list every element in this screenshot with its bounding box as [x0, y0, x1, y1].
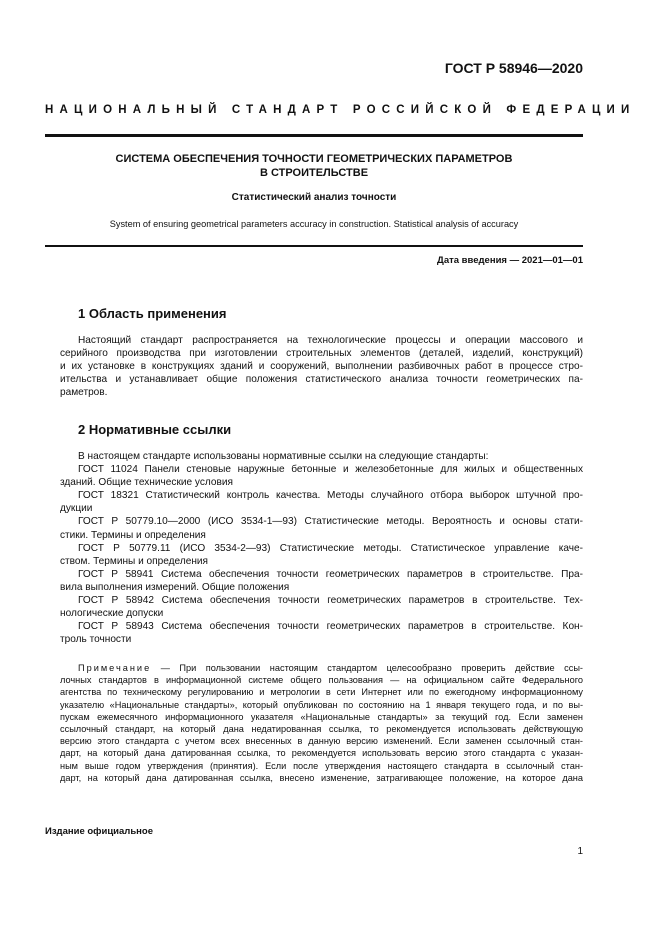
section-1-heading: 1 Область применения	[78, 306, 227, 321]
section-2-references	[60, 450, 583, 646]
note-label: Примечание	[78, 663, 152, 673]
document-title	[45, 152, 583, 180]
note-line: дарт, на который дана датированная ссылка, внесено изменение, затрагивающее положение, на которое дана	[60, 772, 583, 783]
note-line: пускам ежемесячного информационного указателя «Национальные стандарты» за текущий год. Если заменен	[60, 711, 583, 722]
reference-gost-r-58941-cont: вила выполнения измерений. Общие положения	[60, 581, 290, 593]
paragraph-line: раметров.	[60, 387, 108, 399]
reference-gost-r-50779-11-cont: ством. Термины и определения	[60, 555, 208, 567]
top-rule	[45, 134, 583, 137]
reference-gost-r-58943: ГОСТ Р 58943 Система обеспечения точности геометрических параметров в строительстве. Кон-	[78, 621, 583, 633]
reference-gost-18321-cont: дукции	[60, 503, 93, 515]
reference-gost-r-58941: ГОСТ Р 58941 Система обеспечения точности геометрических параметров в строительстве. Пра-	[78, 568, 583, 580]
national-standard-banner: НАЦИОНАЛЬНЫЙ СТАНДАРТ РОССИЙСКОЙ ФЕДЕРАЦИИ	[45, 104, 636, 116]
official-edition-label: Издание официальное	[45, 826, 153, 837]
paragraph-line: серийного производства при изготовлении строительных элементов (деталей, изделий, конструкций)	[60, 348, 583, 360]
reference-gost-18321: ГОСТ 18321 Статистический контроль качества. Методы случайного отбора выборок штучной про-	[78, 490, 583, 502]
note-block	[60, 662, 583, 784]
title-line-2: В СТРОИТЕЛЬСТВЕ	[259, 167, 369, 179]
gost-number: ГОСТ Р 58946—2020	[444, 60, 583, 76]
note-line: лочных стандартов в информационной системе общего пользования — на официальном сайте Федерального	[60, 675, 583, 686]
note-first-line-text: — При пользовании настоящим стандартом целесообразно проверить действие ссы-	[151, 663, 583, 673]
note-line: ным выше годом утверждения (принятия). Если после утверждения настоящего стандарта в ссылочный стан-	[60, 760, 583, 771]
note-line: указателю «Национальные стандарты», который опубликован по состоянию на 1 января текущего года, и по вы-	[60, 699, 583, 710]
reference-gost-r-50779-10-cont: стики. Термины и определения	[60, 529, 206, 541]
references-intro: В настоящем стандарте использованы нормативные ссылки на следующие стандарты:	[78, 451, 489, 462]
introduction-date: Дата введения — 2021—01—01	[437, 255, 583, 266]
document-subtitle: Статистический анализ точности	[231, 192, 397, 203]
page-number: 1	[577, 846, 583, 857]
note-first-line	[60, 662, 583, 674]
reference-gost-r-58942-cont: нологические допуски	[60, 608, 164, 620]
section-2-heading: 2 Нормативные ссылки	[78, 422, 232, 437]
reference-gost-11024-cont: зданий. Общие технические условия	[60, 477, 233, 489]
reference-gost-11024: ГОСТ 11024 Панели стеновые наружные бетонные и железобетонные для жилых и общественных	[78, 464, 583, 476]
title-rule	[45, 245, 583, 247]
section-1-paragraph	[60, 334, 583, 399]
note-line: дарт, на который дана датированная ссылка, то рекомендуется использовать версию этого стандарта с указан-	[60, 748, 583, 759]
reference-gost-r-58943-cont: троль точности	[60, 634, 132, 646]
note-line: ссылочный стандарт, на который дана недатированная ссылка, то рекомендуется использовать действующую	[60, 724, 583, 735]
paragraph-line: и их установке в конструкциях зданий и сооружений, выполнении разбивочных работ в процессе стро-	[60, 361, 583, 373]
note-line: агентства по техническому регулированию и метрологии в сети Интернет или по ежегодному информационному	[60, 687, 583, 698]
reference-gost-r-50779-11: ГОСТ Р 50779.11 (ИСО 3534-2—93) Статистические методы. Статистическое управление каче-	[78, 542, 583, 554]
note-line: версию этого стандарта с учетом всех внесенных в данную версию изменений. Если заменен ссылочный стан-	[60, 736, 583, 747]
reference-gost-r-50779-10: ГОСТ Р 50779.10—2000 (ИСО 3534-1—93) Статистические методы. Вероятность и основы стати-	[78, 516, 583, 528]
paragraph-line: Настоящий стандарт распространяется на технологические процессы и операции массового и	[78, 335, 583, 346]
title-line-1: СИСТЕМА ОБЕСПЕЧЕНИЯ ТОЧНОСТИ ГЕОМЕТРИЧЕСКИХ ПАРАМЕТРОВ	[115, 153, 513, 165]
reference-gost-r-58942: ГОСТ Р 58942 Система обеспечения точности геометрических параметров в строительстве. Тех-	[78, 595, 583, 607]
paragraph-line: ительства и устанавливает общие положения статистического анализа точности геометрических па-	[60, 374, 583, 386]
english-title: System of ensuring geometrical parameters accuracy in construction. Statistical analysis of accuracy	[109, 219, 519, 229]
